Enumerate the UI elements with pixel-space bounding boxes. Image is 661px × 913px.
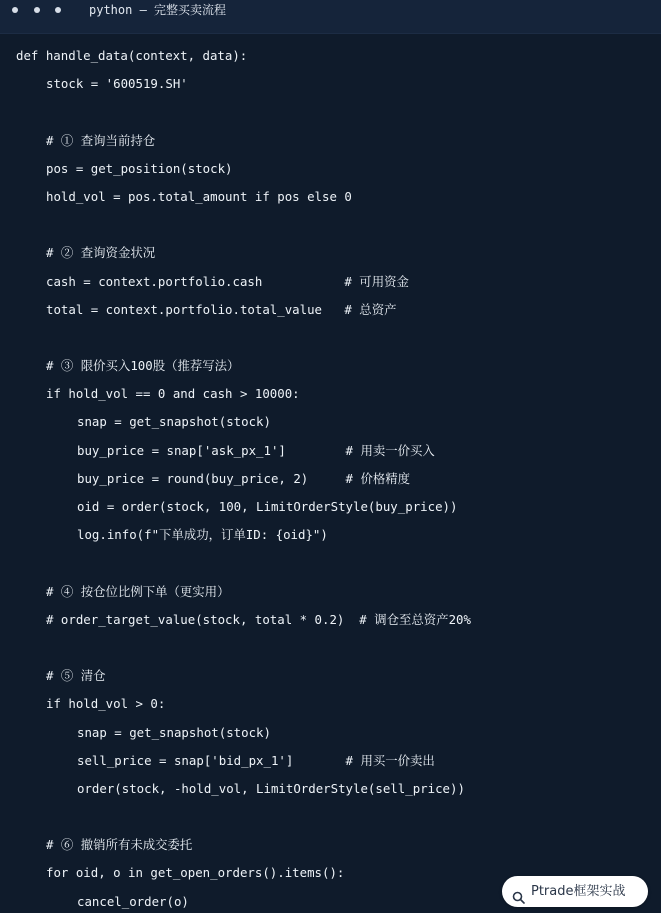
code-line: def handle_data(context, data): — [16, 48, 248, 63]
code-line: sell_price = snap['bid_px_1'] # 用买一价卖出 — [77, 752, 435, 768]
code-line: # ③ 限价买入100股（推荐写法） — [46, 358, 240, 374]
search-icon — [512, 885, 525, 898]
code-line: buy_price = snap['ask_px_1'] # 用卖一价买入 — [77, 442, 435, 458]
code-block — [16, 45, 661, 913]
window-dot-icon[interactable] — [55, 7, 61, 13]
code-line: pos = get_position(stock) — [46, 160, 233, 176]
code-line: oid = order(stock, 100, LimitOrderStyle(buy_price)) — [77, 499, 458, 514]
window-title: python – 完整买卖流程 — [89, 3, 227, 17]
code-line: # order_target_value(stock, total * 0.2) # 调仓至总资产20% — [46, 611, 471, 627]
code-blank-line — [16, 637, 661, 665]
code-line: if hold_vol > 0: — [46, 696, 166, 712]
code-line: stock = '600519.SH' — [46, 76, 188, 92]
code-line: hold_vol = pos.total_amount if pos else 0 — [46, 188, 352, 204]
code-line: # ⑥ 撤销所有未成交委托 — [46, 837, 193, 853]
code-line: # ① 查询当前持仓 — [46, 132, 156, 148]
code-blank-line — [16, 327, 661, 355]
code-blank-line — [16, 552, 661, 580]
code-line: snap = get_snapshot(stock) — [77, 414, 271, 430]
code-blank-line — [16, 214, 661, 242]
code-line: # ④ 按仓位比例下单（更实用） — [46, 583, 230, 599]
search-badge[interactable] — [502, 876, 648, 907]
code-line: # ⑤ 清仓 — [46, 668, 106, 684]
title-bar — [0, 0, 661, 34]
search-badge-label: Ptrade框架实战 — [531, 884, 626, 899]
code-line: log.info(f"下单成功，订单ID: {oid}") — [77, 527, 328, 543]
code-line: for oid, o in get_open_orders().items(): — [46, 865, 345, 881]
code-line: # ② 查询资金状况 — [46, 245, 156, 261]
code-blank-line — [16, 101, 661, 129]
window-dot-icon[interactable] — [34, 7, 40, 13]
code-line: cancel_order(o) — [77, 893, 189, 909]
code-line: total = context.portfolio.total_value # 总资产 — [46, 301, 397, 317]
code-line: order(stock, -hold_vol, LimitOrderStyle(sell_price)) — [77, 780, 465, 796]
code-line: buy_price = round(buy_price, 2) # 价格精度 — [77, 470, 411, 486]
code-line: if hold_vol == 0 and cash > 10000: — [46, 386, 300, 402]
code-blank-line — [16, 806, 661, 834]
code-line: snap = get_snapshot(stock) — [77, 724, 271, 740]
window-dot-icon[interactable] — [12, 7, 18, 13]
code-line: cash = context.portfolio.cash # 可用资金 — [46, 273, 409, 289]
